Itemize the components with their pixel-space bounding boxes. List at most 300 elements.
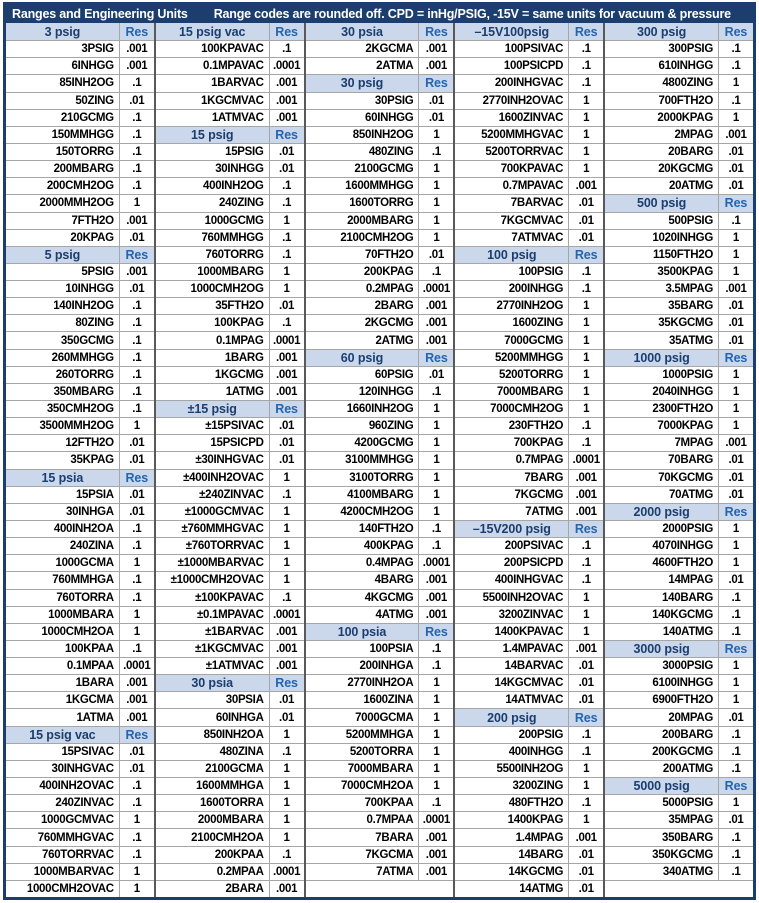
resolution-cell: .0001 bbox=[269, 332, 304, 348]
resolution-cell: .01 bbox=[119, 281, 154, 297]
section-header-row bbox=[605, 23, 753, 40]
resolution-cell: .01 bbox=[718, 332, 753, 348]
range-code-cell: 3PSIG bbox=[81, 43, 114, 56]
table-row bbox=[6, 760, 154, 777]
resolution-cell: 1 bbox=[568, 315, 603, 331]
range-code-cell: 1600ZINVAC bbox=[498, 111, 564, 124]
resolution-cell: .001 bbox=[269, 75, 304, 91]
resolution-cell: .01 bbox=[718, 144, 753, 160]
range-code-cell: 7000GCMA bbox=[355, 711, 414, 724]
range-code-cell: 1000GCMA bbox=[55, 557, 114, 570]
range-code-cell: 2BARA bbox=[225, 882, 264, 895]
resolution-cell: .1 bbox=[119, 538, 154, 554]
table-row bbox=[306, 571, 454, 588]
range-code-cell: 70BARG bbox=[668, 454, 713, 467]
range-code-cell: 0.7MPAVAC bbox=[502, 180, 564, 193]
resolution-cell: 1 bbox=[119, 812, 154, 828]
table-row bbox=[156, 880, 304, 897]
table-row bbox=[306, 92, 454, 109]
range-code-cell: 1000GCMG bbox=[204, 214, 264, 227]
table-row bbox=[156, 794, 304, 811]
range-code-cell: 500PSIG bbox=[668, 214, 713, 227]
resolution-cell: .001 bbox=[418, 847, 453, 863]
range-code-cell: 3000PSIG bbox=[662, 660, 713, 673]
table-row bbox=[455, 537, 603, 554]
resolution-cell: .1 bbox=[119, 332, 154, 348]
resolution-cell: 1 bbox=[568, 761, 603, 777]
res-header-cell: Res bbox=[418, 75, 453, 91]
table-row bbox=[6, 331, 154, 348]
resolution-cell: 1 bbox=[269, 281, 304, 297]
table-row bbox=[455, 726, 603, 743]
range-code-cell: 260TORRG bbox=[55, 368, 114, 381]
table-row bbox=[156, 74, 304, 91]
range-code-cell: 700KPAA bbox=[364, 797, 414, 810]
range-code-cell: 7000GCMG bbox=[504, 334, 564, 347]
range-code-cell: 2100GCMA bbox=[205, 762, 264, 775]
resolution-cell: .1 bbox=[269, 590, 304, 606]
section-header-row bbox=[6, 246, 154, 263]
resolution-cell: .01 bbox=[269, 692, 304, 708]
resolution-cell: 1 bbox=[718, 264, 753, 280]
section-header-row bbox=[605, 194, 753, 211]
range-code-cell: 1600MMHGG bbox=[345, 180, 414, 193]
section-title-cell: 60 psig bbox=[340, 350, 384, 365]
table-row bbox=[6, 349, 154, 366]
table-row bbox=[6, 571, 154, 588]
table-row bbox=[156, 297, 304, 314]
table-row bbox=[156, 417, 304, 434]
resolution-cell: .1 bbox=[418, 538, 453, 554]
range-code-cell: ±400INH2OVAC bbox=[183, 471, 264, 484]
range-code-cell: 1BARG bbox=[224, 351, 264, 364]
res-header-cell: Res bbox=[718, 504, 753, 520]
range-code-cell: 7ATMA bbox=[376, 865, 414, 878]
range-code-cell: ±760TORRVAC bbox=[185, 540, 264, 553]
resolution-cell: .1 bbox=[119, 795, 154, 811]
resolution-cell: .1 bbox=[269, 195, 304, 211]
range-code-cell: 200KGCMG bbox=[652, 745, 713, 758]
table-row bbox=[6, 212, 154, 229]
table-row bbox=[605, 691, 753, 708]
resolution-cell: 1 bbox=[568, 367, 603, 383]
resolution-cell: .01 bbox=[718, 487, 753, 503]
resolution-cell: .0001 bbox=[269, 607, 304, 623]
table-row bbox=[6, 434, 154, 451]
table-row bbox=[455, 623, 603, 640]
range-code-cell: ±30INHGVAC bbox=[195, 454, 264, 467]
range-code-cell: 15PSIVAC bbox=[61, 745, 114, 758]
table-row bbox=[156, 383, 304, 400]
table-row bbox=[605, 57, 753, 74]
range-code-cell: 0.1MPAG bbox=[216, 334, 264, 347]
range-code-cell: 7BARA bbox=[375, 831, 414, 844]
range-code-cell: 200INHGVAC bbox=[494, 77, 564, 90]
resolution-cell: .001 bbox=[269, 658, 304, 674]
blank-row bbox=[605, 880, 753, 897]
table-row bbox=[6, 520, 154, 537]
resolution-cell: .1 bbox=[568, 538, 603, 554]
range-code-cell: 5PSIG bbox=[81, 265, 114, 278]
resolution-cell: .001 bbox=[418, 332, 453, 348]
table-row bbox=[605, 726, 753, 743]
range-code-cell: 2100CMH2OG bbox=[340, 231, 414, 244]
resolution-cell: .1 bbox=[119, 384, 154, 400]
range-code-cell: 60INHGA bbox=[215, 711, 264, 724]
table-row bbox=[156, 777, 304, 794]
range-code-cell: 1KGCMA bbox=[65, 694, 114, 707]
range-code-cell: 0.1MPAA bbox=[66, 660, 114, 673]
resolution-cell: .01 bbox=[418, 367, 453, 383]
table-row bbox=[6, 537, 154, 554]
range-code-cell: 2KGCMA bbox=[365, 43, 414, 56]
resolution-cell: 1 bbox=[418, 230, 453, 246]
resolution-cell: .001 bbox=[568, 641, 603, 657]
res-header-cell: Res bbox=[269, 127, 304, 143]
table-row bbox=[6, 297, 154, 314]
table-row bbox=[6, 486, 154, 503]
table-row bbox=[156, 691, 304, 708]
table-row bbox=[306, 143, 454, 160]
table-row bbox=[306, 726, 454, 743]
res-header-cell: Res bbox=[718, 195, 753, 211]
range-code-cell: 200INHGA bbox=[359, 660, 414, 673]
ranges-page bbox=[3, 2, 756, 900]
resolution-cell: 1 bbox=[568, 624, 603, 640]
range-code-cell: 400INH2OVAC bbox=[39, 780, 114, 793]
table-row bbox=[605, 657, 753, 674]
resolution-cell: .1 bbox=[418, 521, 453, 537]
range-code-cell: 5200TORRA bbox=[349, 745, 414, 758]
range-code-cell: ±0.1MPAVAC bbox=[197, 608, 264, 621]
table-row bbox=[156, 434, 304, 451]
resolution-cell: .1 bbox=[568, 744, 603, 760]
section-title-cell: 2000 psig bbox=[633, 504, 690, 519]
range-code-cell: 1600ZINA bbox=[363, 694, 414, 707]
resolution-cell: 1 bbox=[418, 709, 453, 725]
resolution-cell: .01 bbox=[119, 744, 154, 760]
table-row bbox=[156, 623, 304, 640]
resolution-cell: .01 bbox=[269, 144, 304, 160]
table-row bbox=[156, 743, 304, 760]
resolution-cell: 1 bbox=[568, 144, 603, 160]
resolution-cell: .1 bbox=[718, 213, 753, 229]
range-code-cell: 4070INHGG bbox=[652, 540, 713, 553]
range-code-cell: 35BARG bbox=[668, 300, 713, 313]
resolution-cell: 1 bbox=[568, 298, 603, 314]
resolution-cell: 1 bbox=[418, 487, 453, 503]
section-title-cell: 200 psig bbox=[487, 710, 537, 725]
blank-cell bbox=[605, 881, 753, 897]
resolution-cell: .1 bbox=[418, 795, 453, 811]
resolution-cell: 1 bbox=[418, 127, 453, 143]
resolution-cell: 1 bbox=[269, 761, 304, 777]
range-code-cell: 30INHGA bbox=[66, 505, 114, 518]
table-row bbox=[6, 177, 154, 194]
range-code-cell: 1150FTH2O bbox=[653, 248, 713, 261]
range-code-cell: 1600TORRA bbox=[200, 797, 264, 810]
table-row bbox=[306, 177, 454, 194]
resolution-cell: .001 bbox=[418, 58, 453, 74]
table-row bbox=[156, 708, 304, 725]
resolution-cell: .01 bbox=[119, 487, 154, 503]
resolution-cell: .001 bbox=[568, 470, 603, 486]
range-code-cell: 2770INH2OVAC bbox=[482, 94, 564, 107]
range-code-cell: 1BARA bbox=[75, 677, 114, 690]
resolution-cell: .01 bbox=[718, 709, 753, 725]
range-code-cell: 2100CMH2OA bbox=[191, 831, 264, 844]
range-code-cell: 1ATMG bbox=[225, 385, 264, 398]
table-row bbox=[605, 434, 753, 451]
table-row bbox=[306, 520, 454, 537]
table-row bbox=[605, 229, 753, 246]
section-title-cell: 100 psig bbox=[487, 247, 537, 262]
resolution-cell: .001 bbox=[269, 641, 304, 657]
range-code-cell: 2770INH2OA bbox=[347, 677, 414, 690]
table-row bbox=[156, 640, 304, 657]
resolution-cell: .1 bbox=[119, 641, 154, 657]
table-row bbox=[156, 40, 304, 57]
resolution-cell: 1 bbox=[119, 864, 154, 880]
resolution-cell: .1 bbox=[119, 367, 154, 383]
resolution-cell: .001 bbox=[418, 607, 453, 623]
table-row bbox=[455, 331, 603, 348]
res-header-cell: Res bbox=[418, 624, 453, 640]
resolution-cell: .1 bbox=[568, 264, 603, 280]
resolution-cell: .001 bbox=[119, 675, 154, 691]
resolution-cell: .1 bbox=[568, 41, 603, 57]
table-row bbox=[455, 811, 603, 828]
table-row bbox=[306, 417, 454, 434]
resolution-cell: 1 bbox=[718, 247, 753, 263]
range-code-cell: 1400KPAVAC bbox=[494, 625, 564, 638]
range-code-cell: 760MMHGVAC bbox=[37, 831, 114, 844]
table-row bbox=[306, 846, 454, 863]
table-row bbox=[6, 280, 154, 297]
table-row bbox=[455, 92, 603, 109]
table-row bbox=[156, 726, 304, 743]
resolution-cell: .001 bbox=[718, 281, 753, 297]
table-row bbox=[156, 846, 304, 863]
table-row bbox=[6, 657, 154, 674]
range-code-cell: 260MMHGG bbox=[51, 351, 114, 364]
resolution-cell: .01 bbox=[568, 847, 603, 863]
section-title-cell: 15 psig vac bbox=[179, 24, 246, 39]
table-row bbox=[455, 640, 603, 657]
resolution-cell: .1 bbox=[718, 58, 753, 74]
range-code-cell: ±1BARVAC bbox=[205, 625, 264, 638]
resolution-cell: .1 bbox=[119, 161, 154, 177]
section-title-cell: 5 psig bbox=[44, 247, 81, 262]
range-code-cell: 850INH2OG bbox=[352, 128, 414, 141]
range-code-cell: 35ATMG bbox=[668, 334, 713, 347]
table-row bbox=[455, 400, 603, 417]
range-column-1 bbox=[6, 23, 154, 897]
range-code-cell: 7000MBARA bbox=[347, 762, 414, 775]
range-code-cell: 1000CMH2OG bbox=[190, 283, 264, 296]
range-code-cell: 700FTH2O bbox=[658, 94, 713, 107]
ranges-table bbox=[6, 23, 753, 897]
table-row bbox=[156, 554, 304, 571]
table-row bbox=[455, 469, 603, 486]
resolution-cell: .01 bbox=[718, 572, 753, 588]
table-row bbox=[455, 74, 603, 91]
range-code-cell: 100KPAA bbox=[64, 643, 114, 655]
range-code-cell: 4200CMH2OG bbox=[340, 505, 414, 518]
resolution-cell: .1 bbox=[718, 41, 753, 57]
range-code-cell: 35KGCMG bbox=[658, 317, 713, 330]
resolution-cell: 1 bbox=[119, 624, 154, 640]
range-code-cell: 5200MMHGA bbox=[345, 728, 414, 741]
range-code-cell: 240ZING bbox=[219, 197, 264, 210]
resolution-cell: 1 bbox=[718, 401, 753, 417]
table-row bbox=[6, 589, 154, 606]
range-code-cell: 7000CMH2OG bbox=[490, 403, 564, 416]
range-code-cell: 2770INH2OG bbox=[496, 300, 564, 313]
range-code-cell: 2000MBARA bbox=[197, 814, 264, 827]
range-code-cell: 4KGCMG bbox=[364, 591, 414, 604]
resolution-cell: 1 bbox=[568, 778, 603, 794]
table-row bbox=[6, 109, 154, 126]
table-row bbox=[455, 212, 603, 229]
resolution-cell: 1 bbox=[418, 195, 453, 211]
range-code-cell: 60INHGG bbox=[365, 111, 414, 124]
resolution-cell: .1 bbox=[718, 744, 753, 760]
resolution-cell: .1 bbox=[718, 93, 753, 109]
section-header-row bbox=[455, 246, 603, 263]
resolution-cell: 1 bbox=[718, 555, 753, 571]
resolution-cell: 1 bbox=[269, 795, 304, 811]
table-row bbox=[605, 589, 753, 606]
resolution-cell: .1 bbox=[568, 572, 603, 588]
range-code-cell: 7BARVAC bbox=[510, 197, 564, 210]
table-row bbox=[455, 349, 603, 366]
res-header-cell: Res bbox=[568, 521, 603, 537]
table-row bbox=[156, 571, 304, 588]
resolution-cell: .1 bbox=[418, 384, 453, 400]
table-row bbox=[156, 212, 304, 229]
table-row bbox=[605, 212, 753, 229]
range-code-cell: 1000GCMVAC bbox=[40, 814, 114, 827]
section-title-cell: 500 psig bbox=[636, 196, 687, 211]
range-code-cell: 1ATMVAC bbox=[211, 111, 264, 124]
range-code-cell: 2000KPAG bbox=[657, 111, 713, 124]
table-row bbox=[306, 40, 454, 57]
range-code-cell: 1KGCMG bbox=[214, 368, 264, 381]
range-code-cell: 200PSIG bbox=[518, 728, 564, 741]
range-code-cell: 1.4MPAVAC bbox=[502, 643, 564, 655]
range-code-cell: 2000MBARG bbox=[347, 214, 414, 227]
range-code-cell: 12FTH2O bbox=[65, 437, 114, 450]
table-row bbox=[156, 263, 304, 280]
table-row bbox=[455, 657, 603, 674]
resolution-cell: 1 bbox=[568, 350, 603, 366]
resolution-cell: .1 bbox=[269, 247, 304, 263]
range-code-cell: 30INHGVAC bbox=[51, 762, 114, 775]
res-header-cell: Res bbox=[568, 23, 603, 40]
resolution-cell: .1 bbox=[119, 298, 154, 314]
range-code-cell: 4ATMG bbox=[375, 608, 414, 621]
range-code-cell: 35MPAG bbox=[668, 814, 713, 827]
range-code-cell: 15PSIA bbox=[75, 488, 114, 501]
table-row bbox=[605, 92, 753, 109]
table-row bbox=[605, 811, 753, 828]
resolution-cell: 1 bbox=[718, 521, 753, 537]
table-row bbox=[605, 469, 753, 486]
range-code-cell: 14MPAG bbox=[668, 574, 713, 587]
table-row bbox=[6, 794, 154, 811]
resolution-cell: .1 bbox=[568, 555, 603, 571]
range-code-cell: 140FTH2O bbox=[358, 523, 414, 536]
section-header-row bbox=[6, 23, 154, 40]
range-code-cell: 7ATMG bbox=[525, 505, 564, 518]
resolution-cell: .1 bbox=[269, 315, 304, 331]
range-code-cell: 5500INH2OG bbox=[496, 762, 564, 775]
range-code-cell: 4100MBARG bbox=[347, 488, 414, 501]
page-subtitle: Range codes are rounded off. CPD = inHg/PSIG, -15V = same units for vacuum & pressure bbox=[213, 7, 731, 21]
table-row bbox=[306, 246, 454, 263]
section-header-row bbox=[156, 674, 304, 691]
table-row bbox=[156, 143, 304, 160]
resolution-cell: .1 bbox=[718, 607, 753, 623]
range-code-cell: 0.7MPAA bbox=[366, 814, 414, 827]
table-row bbox=[455, 160, 603, 177]
table-row bbox=[306, 314, 454, 331]
resolution-cell: 1 bbox=[418, 727, 453, 743]
table-row bbox=[156, 177, 304, 194]
section-title-cell: 3000 psig bbox=[633, 642, 690, 656]
resolution-cell: .01 bbox=[568, 230, 603, 246]
table-row bbox=[455, 828, 603, 845]
resolution-cell: .1 bbox=[718, 624, 753, 640]
range-code-cell: 960ZING bbox=[368, 420, 414, 433]
resolution-cell: .01 bbox=[718, 452, 753, 468]
resolution-cell: 1 bbox=[718, 384, 753, 400]
range-code-cell: 5200TORRVAC bbox=[485, 146, 564, 159]
section-title-cell: 15 psig vac bbox=[29, 727, 96, 742]
range-code-cell: 350BARG bbox=[662, 831, 713, 844]
table-row bbox=[605, 606, 753, 623]
table-row bbox=[156, 537, 304, 554]
resolution-cell: .001 bbox=[418, 864, 453, 880]
table-row bbox=[605, 760, 753, 777]
resolution-cell: .1 bbox=[568, 75, 603, 91]
range-code-cell: 760MMHGA bbox=[52, 574, 114, 587]
table-row bbox=[605, 743, 753, 760]
resolution-cell: .1 bbox=[568, 435, 603, 451]
range-code-cell: ±240ZINVAC bbox=[199, 488, 264, 501]
range-code-cell: 20KPAG bbox=[70, 231, 114, 244]
resolution-cell: .001 bbox=[269, 384, 304, 400]
resolution-cell: .001 bbox=[119, 692, 154, 708]
range-column-5 bbox=[603, 23, 753, 897]
section-header-row bbox=[156, 126, 304, 143]
range-code-cell: 20ATMG bbox=[668, 180, 713, 193]
range-code-cell: 35KPAG bbox=[70, 454, 114, 467]
table-row bbox=[6, 623, 154, 640]
resolution-cell: 1 bbox=[718, 692, 753, 708]
resolution-cell: .001 bbox=[718, 127, 753, 143]
resolution-cell: .001 bbox=[119, 264, 154, 280]
resolution-cell: .001 bbox=[568, 178, 603, 194]
table-row bbox=[156, 160, 304, 177]
range-code-cell: 760TORRG bbox=[205, 248, 264, 261]
resolution-cell: 1 bbox=[119, 195, 154, 211]
table-row bbox=[6, 314, 154, 331]
section-header-row bbox=[306, 349, 454, 366]
resolution-cell: .01 bbox=[568, 881, 603, 897]
resolution-cell: .1 bbox=[269, 178, 304, 194]
